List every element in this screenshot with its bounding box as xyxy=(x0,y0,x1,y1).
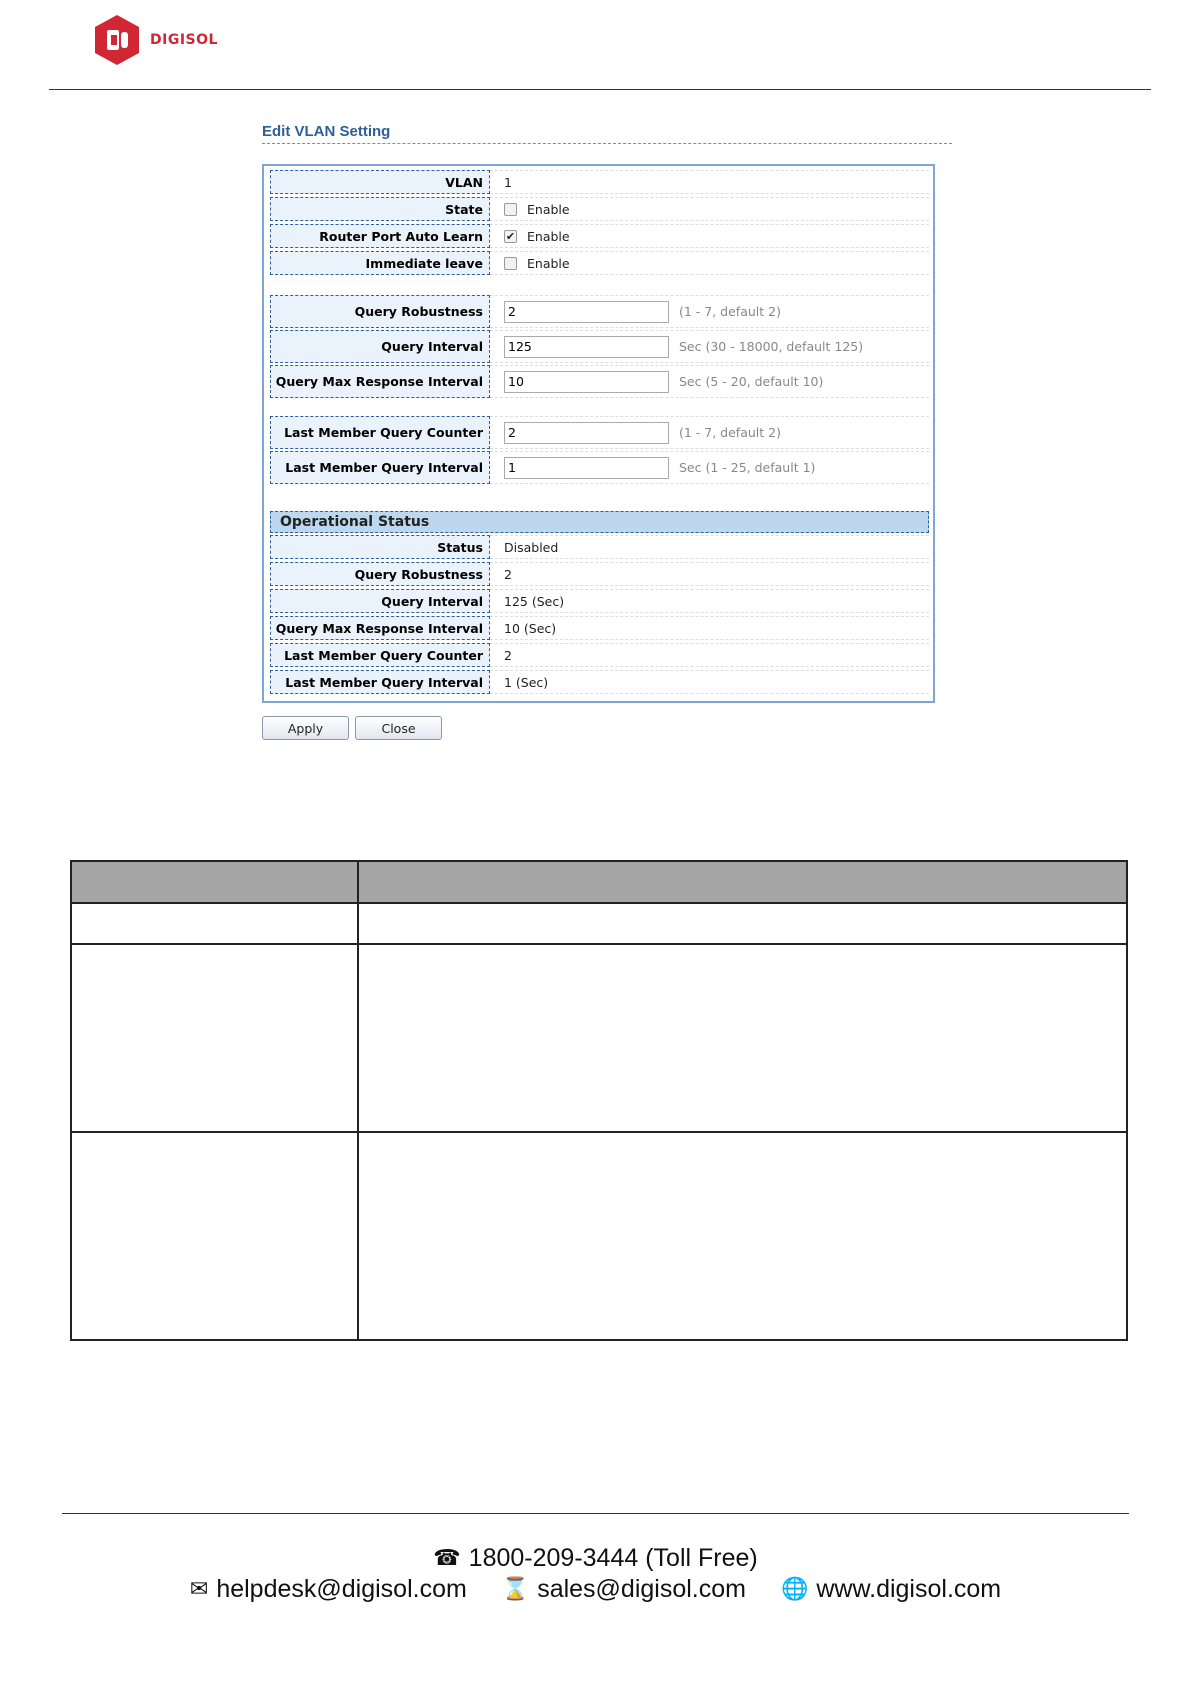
table-header-cell xyxy=(358,861,1127,903)
table-cell xyxy=(71,944,358,1132)
query-max-response-interval-label: Query Max Response Interval xyxy=(270,365,490,398)
table-row xyxy=(71,1132,1127,1340)
router-port-auto-learn-checkbox[interactable] xyxy=(504,230,517,243)
op-last-member-query-counter-value: 2 xyxy=(504,647,512,663)
op-query-interval-value: 125 (Sec) xyxy=(504,593,565,609)
op-query-max-response-interval-label: Query Max Response Interval xyxy=(270,616,490,640)
footer-divider xyxy=(62,1513,1129,1514)
state-label: State xyxy=(270,197,490,221)
row-last-member-query-interval xyxy=(270,451,929,484)
last-member-query-counter-input[interactable] xyxy=(504,422,669,444)
last-member-query-counter-hint: (1 - 7, default 2) xyxy=(679,425,781,440)
table-row xyxy=(71,944,1127,1132)
brand-name: DIGISOL xyxy=(150,32,218,48)
router-port-auto-learn-label: Router Port Auto Learn xyxy=(270,224,490,248)
operational-status-header: Operational Status xyxy=(270,511,929,533)
row-query-interval xyxy=(270,330,929,363)
op-row-status xyxy=(270,535,929,559)
checkmark-icon: ✔ xyxy=(505,229,516,243)
table-header-cell xyxy=(71,861,358,903)
apply-button[interactable]: Apply xyxy=(262,716,349,740)
title-divider xyxy=(262,143,952,144)
panel-title: Edit VLAN Setting xyxy=(262,123,391,140)
op-last-member-query-interval-value: 1 (Sec) xyxy=(504,674,549,690)
state-enable-text: Enable xyxy=(527,201,570,217)
query-max-response-interval-input[interactable] xyxy=(504,371,669,393)
table-cell xyxy=(71,1132,358,1340)
table-header-row xyxy=(71,861,1127,903)
query-interval-hint: Sec (30 - 18000, default 125) xyxy=(679,339,864,354)
table-cell xyxy=(71,903,358,944)
footer-sales-link[interactable]: sales@digisol.com xyxy=(537,1574,746,1603)
digisol-logo-icon xyxy=(94,14,140,66)
query-robustness-input[interactable] xyxy=(504,301,669,323)
query-robustness-hint: (1 - 7, default 2) xyxy=(679,304,781,319)
op-query-max-response-interval-value: 10 (Sec) xyxy=(504,620,557,636)
phone-icon: ☎ xyxy=(433,1545,461,1570)
row-last-member-query-counter xyxy=(270,416,929,449)
router-port-auto-learn-enable-text: Enable xyxy=(527,228,570,244)
description-table xyxy=(70,860,1128,1341)
last-member-query-interval-label: Last Member Query Interval xyxy=(270,451,490,484)
vlan-value: 1 xyxy=(504,174,512,190)
footer-contact-line-2 xyxy=(0,1574,1191,1604)
op-status-value: Disabled xyxy=(504,539,559,555)
row-vlan xyxy=(270,170,929,194)
state-checkbox[interactable] xyxy=(504,203,517,216)
query-interval-label: Query Interval xyxy=(270,330,490,363)
query-robustness-label: Query Robustness xyxy=(270,295,490,328)
last-member-query-counter-label: Last Member Query Counter xyxy=(270,416,490,449)
op-last-member-query-interval-label: Last Member Query Interval xyxy=(270,670,490,694)
op-row-query-interval xyxy=(270,589,929,613)
op-last-member-query-counter-label: Last Member Query Counter xyxy=(270,643,490,667)
table-cell xyxy=(358,1132,1127,1340)
digisol-logo xyxy=(94,14,218,66)
query-interval-input[interactable] xyxy=(504,336,669,358)
row-query-max-response-interval xyxy=(270,365,929,398)
op-row-query-robustness xyxy=(270,562,929,586)
table-cell xyxy=(358,903,1127,944)
row-router-port-auto-learn xyxy=(270,224,929,248)
email-icon: ✉ xyxy=(189,1576,209,1601)
immediate-leave-checkbox[interactable] xyxy=(504,257,517,270)
row-immediate-leave xyxy=(270,251,929,275)
op-query-interval-label: Query Interval xyxy=(270,589,490,613)
footer-contact-line-1 xyxy=(0,1543,1191,1573)
globe-icon: 🌐 xyxy=(780,1576,809,1601)
vlan-label: VLAN xyxy=(270,170,490,194)
query-max-response-interval-hint: Sec (5 - 20, default 10) xyxy=(679,374,824,389)
row-query-robustness xyxy=(270,295,929,328)
op-row-last-member-query-interval xyxy=(270,670,929,694)
header-divider xyxy=(49,89,1151,90)
row-state xyxy=(270,197,929,221)
immediate-leave-enable-text: Enable xyxy=(527,255,570,271)
last-member-query-interval-hint: Sec (1 - 25, default 1) xyxy=(679,460,816,475)
immediate-leave-label: Immediate leave xyxy=(270,251,490,275)
hourglass-icon: ⌛ xyxy=(501,1576,530,1601)
table-row xyxy=(71,903,1127,944)
footer-email-link[interactable]: helpdesk@digisol.com xyxy=(216,1574,467,1603)
op-row-query-max-response-interval xyxy=(270,616,929,640)
op-status-label: Status xyxy=(270,535,490,559)
op-query-robustness-value: 2 xyxy=(504,566,512,582)
close-button[interactable]: Close xyxy=(355,716,442,740)
op-row-last-member-query-counter xyxy=(270,643,929,667)
last-member-query-interval-input[interactable] xyxy=(504,457,669,479)
footer-website-link[interactable]: www.digisol.com xyxy=(816,1574,1002,1603)
footer-phone: 1800-209-3444 (Toll Free) xyxy=(468,1543,758,1572)
op-query-robustness-label: Query Robustness xyxy=(270,562,490,586)
table-cell xyxy=(358,944,1127,1132)
edit-vlan-panel xyxy=(262,164,935,703)
